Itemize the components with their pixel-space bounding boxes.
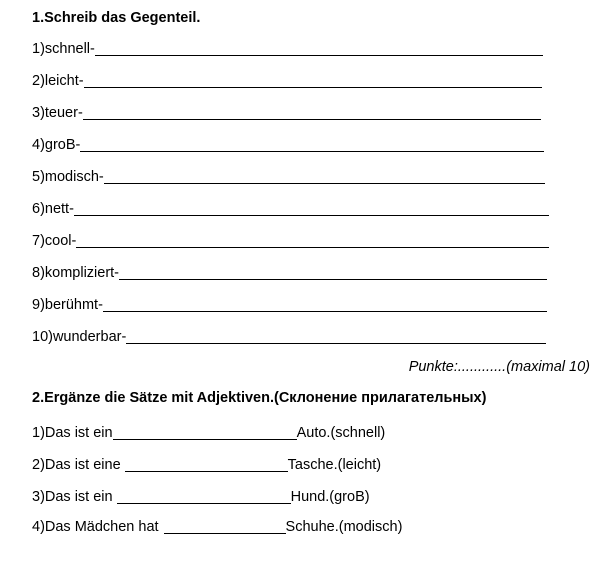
- exercise2-sentence: [32, 422, 385, 442]
- answer-line[interactable]: [84, 73, 542, 88]
- item-label: 9)berühmt-: [32, 297, 103, 313]
- item-label: 5)modisch-: [32, 169, 104, 185]
- sentence-blank[interactable]: [164, 519, 286, 534]
- item-label: 8)kompliziert-: [32, 265, 120, 281]
- sentence-end: Schuhe.(modisch): [285, 519, 403, 535]
- item-label: 6)nett-: [32, 201, 74, 217]
- exercise2-sentence: [32, 516, 402, 536]
- sentence-end: Tasche.(leicht): [287, 457, 382, 473]
- answer-line[interactable]: [76, 233, 549, 248]
- answer-line[interactable]: [103, 297, 547, 312]
- exercise1-item: [32, 102, 541, 122]
- exercise1-item: [32, 294, 547, 314]
- exercise1-item: [32, 134, 544, 154]
- sentence-start: 1)Das ist ein: [32, 425, 113, 441]
- item-label: 1)schnell-: [32, 41, 95, 57]
- item-label: 3)teuer-: [32, 105, 83, 121]
- sentence-blank[interactable]: [117, 489, 291, 504]
- answer-line[interactable]: [95, 41, 543, 56]
- sentence-end: Auto.(schnell): [296, 425, 386, 441]
- sentence-end: Hund.(groB): [290, 489, 370, 505]
- sentence-start: 4)Das Mädchen hat: [32, 519, 159, 535]
- exercise1-title: 1.Schreib das Gegenteil.: [32, 10, 201, 26]
- exercise1-item: [32, 262, 547, 282]
- exercise1-item: [32, 166, 545, 186]
- answer-line[interactable]: [80, 137, 544, 152]
- item-label: 2)leicht-: [32, 73, 84, 89]
- points-score: Punkte:............(maximal 10): [408, 359, 590, 375]
- exercise2-sentence: [32, 486, 370, 506]
- exercise1-item: [32, 70, 542, 90]
- answer-line[interactable]: [126, 329, 546, 344]
- exercise1-item: [32, 326, 546, 346]
- sentence-blank[interactable]: [125, 457, 288, 472]
- exercise1-item: [32, 198, 549, 218]
- answer-line[interactable]: [83, 105, 541, 120]
- exercise1-item: [32, 230, 549, 250]
- answer-line[interactable]: [74, 201, 549, 216]
- exercise2-title: 2.Ergänze die Sätze mit Adjektiven.(Склонение прилагательных): [32, 390, 487, 406]
- exercise2-sentence: [32, 454, 381, 474]
- item-label: 4)groB-: [32, 137, 81, 153]
- sentence-start: 2)Das ist eine: [32, 457, 121, 473]
- sentence-start: 3)Das ist ein: [32, 489, 113, 505]
- item-label: 7)cool-: [32, 233, 77, 249]
- sentence-blank[interactable]: [113, 425, 297, 440]
- item-label: 10)wunderbar-: [32, 329, 127, 345]
- answer-line[interactable]: [104, 169, 545, 184]
- answer-line[interactable]: [119, 265, 547, 280]
- exercise1-item: [32, 38, 543, 58]
